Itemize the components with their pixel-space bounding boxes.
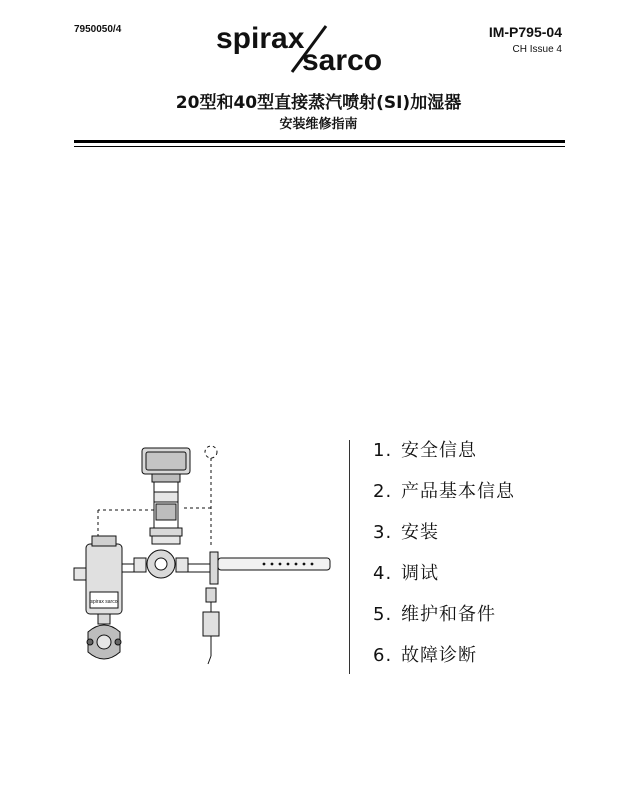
toc-item-troubleshooting[interactable] [373, 641, 515, 682]
valve-port [155, 558, 167, 570]
valve-outlet-flange [176, 558, 188, 572]
toc-number: 5. [373, 604, 393, 625]
toc-number: 4. [373, 563, 393, 584]
bonnet [150, 528, 182, 536]
stem-coupling [156, 504, 176, 520]
header-rule-thick [74, 140, 565, 143]
toc-item-safety[interactable] [373, 436, 515, 477]
im-code: IM-P795-04 [488, 24, 562, 40]
name-plate-text: spirax sarco [90, 599, 118, 605]
logo-word-sarco: sarco [302, 44, 383, 77]
controller-symbol [205, 446, 217, 458]
header-rule-thin [74, 146, 565, 147]
toc-label: 安全信息 [401, 440, 477, 461]
logo-word-spirax: spirax [216, 22, 305, 55]
humidifier-diagram [70, 440, 335, 680]
toc-item-maintenance[interactable] [373, 600, 515, 641]
page-title: 20型和40型直接蒸汽喷射(SI)加湿器 [175, 93, 462, 113]
toc-number: 3. [373, 522, 393, 543]
issue-number: CH Issue 4 [512, 44, 562, 55]
actuator-collar [152, 474, 180, 482]
toc-item-product-info[interactable] [373, 477, 515, 518]
document-number: 7950050/4 [74, 24, 122, 35]
sensor-body [203, 612, 219, 636]
separator-top [92, 536, 116, 546]
steam-trap-cap [97, 635, 111, 649]
toc-label: 安装 [401, 522, 439, 543]
actuator-cover [146, 452, 186, 470]
valve-inlet-flange [134, 558, 146, 572]
separator-inlet [74, 568, 86, 580]
toc-item-installation[interactable] [373, 518, 515, 559]
sensor-fitting [206, 588, 216, 602]
vertical-divider [349, 440, 350, 674]
toc-label: 产品基本信息 [401, 481, 515, 502]
valve-neck [152, 536, 180, 544]
table-of-contents [373, 436, 515, 682]
spirax-sarco-logo [214, 18, 429, 78]
tube-connector [210, 552, 218, 584]
page-subtitle: 安装维修指南 [279, 117, 358, 132]
toc-item-commissioning[interactable] [373, 559, 515, 600]
toc-label: 故障诊断 [401, 645, 477, 666]
toc-number: 1. [373, 440, 393, 461]
toc-number: 6. [373, 645, 393, 666]
spring-block [154, 492, 178, 502]
toc-number: 2. [373, 481, 393, 502]
trap-connector [98, 614, 110, 624]
toc-label: 调试 [401, 563, 439, 584]
toc-label: 维护和备件 [401, 604, 496, 625]
